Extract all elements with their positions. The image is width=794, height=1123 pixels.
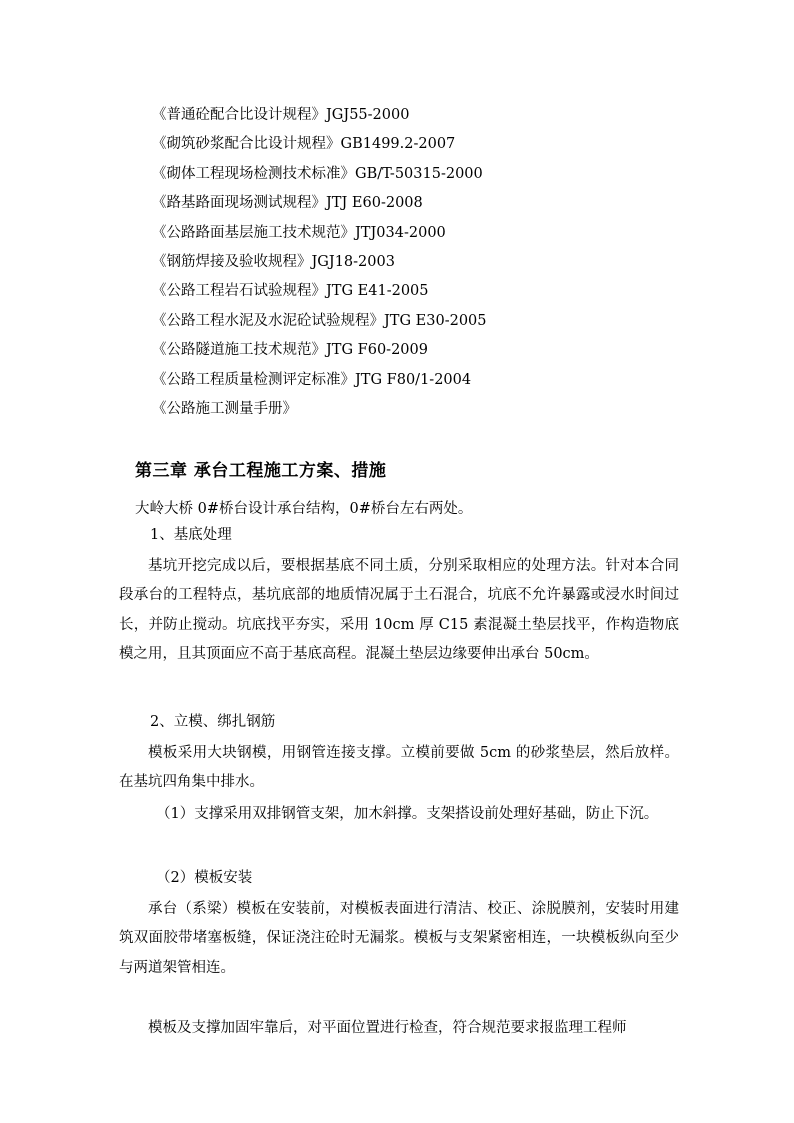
reference-item: 《公路隧道施工技术规范》JTG F60-2009 <box>152 342 428 359</box>
section-heading-foundation: 1、基底处理 <box>150 527 232 543</box>
reference-item: 《钢筋焊接及验收规程》JGJ18-2003 <box>152 253 395 270</box>
reference-item: 《公路施工测量手册》 <box>152 400 297 417</box>
chapter-intro: 大岭大桥 0#桥台设计承台结构，0#桥台左右两处。 <box>135 501 473 517</box>
reference-item: 《砌体工程现场检测技术标准》GB/T-50315-2000 <box>152 165 483 182</box>
list-item-support: （1）支撑采用双排钢管支架，加木斜撑。支架搭设前处理好基础，防止下沉。 <box>156 806 659 822</box>
reference-item: 《路基路面现场测试规程》JTJ E60-2008 <box>152 195 423 212</box>
subheading-formwork-install: （2）模板安装 <box>156 870 253 886</box>
section-heading-formwork: 2、立模、绑扎钢筋 <box>150 714 276 730</box>
reference-item: 《普通砼配合比设计规程》JGJ55-2000 <box>152 107 410 123</box>
section-paragraph-formwork: 模板采用大块钢模，用钢管连接支撑。立模前要做 5cm 的砂浆垫层，然后放样。在基坑四角集中排水。 <box>119 745 679 791</box>
paragraph-formwork-install: 承台（系梁）模板在安装前，对模板表面进行清洁、校正、涂脱膜剂，安装时用建筑双面胶带堵塞板缝，保证浇注砼时无漏浆。模板与支架紧密相连，一块模板纵向至少与两道架管相连。 <box>119 901 679 976</box>
reference-item: 《砌筑砂浆配合比设计规程》GB1499.2-2007 <box>152 136 456 153</box>
reference-item: 《公路路面基层施工技术规范》JTJ034-2000 <box>152 224 446 241</box>
paragraph-formwork-inspection: 模板及支撑加固牢靠后，对平面位置进行检查，符合规范要求报监理工程师 <box>148 1020 627 1036</box>
reference-item: 《公路工程岩石试验规程》JTG E41-2005 <box>152 283 429 300</box>
reference-standards-list <box>152 101 487 424</box>
reference-item: 《公路工程水泥及水泥砼试验规程》JTG E30-2005 <box>152 312 487 329</box>
section-paragraph-foundation: 基坑开挖完成以后，要根据基底不同土质，分别采取相应的处理方法。针对本合同段承台的工程特点，基坑底部的地质情况属于土石混合，坑底不允许暴露或浸水时间过长，并防止搅动。坑底找平夯实，采用 10cm 厚 C15 素混凝土垫层找平，作构造物底模之用，且其顶面应不高于基底高程。混凝土垫层边缘要伸出承台 50cm。 <box>119 558 679 663</box>
chapter-title: 第三章 承台工程施工方案、措施 <box>135 461 387 481</box>
reference-item: 《公路工程质量检测评定标准》JTG F80/1-2004 <box>152 371 472 388</box>
